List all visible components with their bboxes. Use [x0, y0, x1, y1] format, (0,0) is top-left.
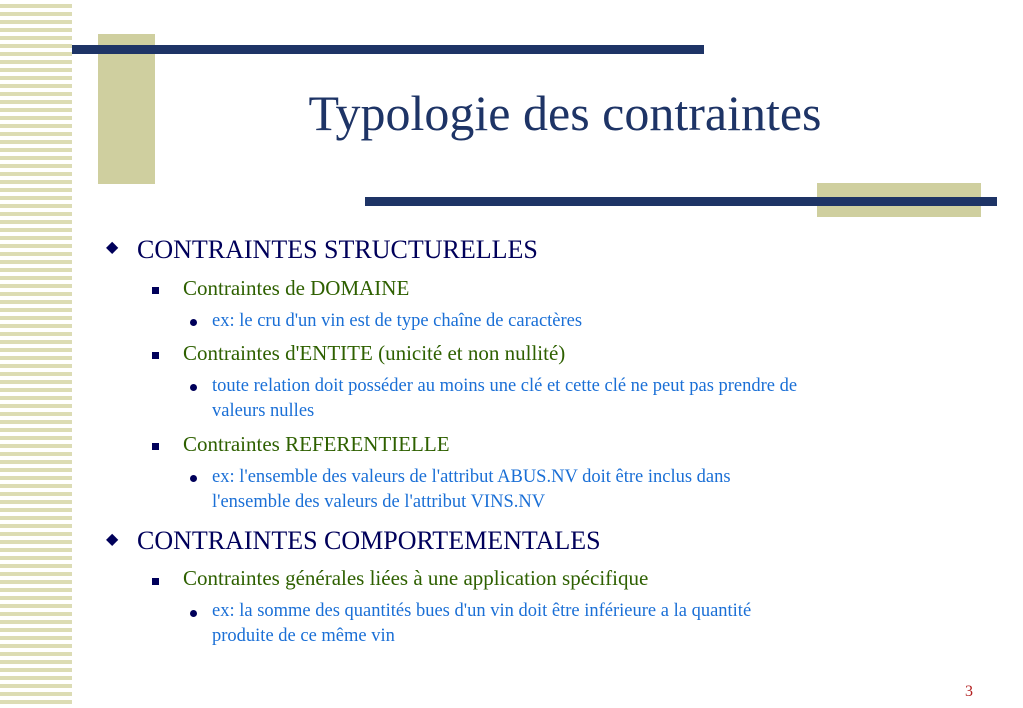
subsection-heading: Contraintes générales liées à une application spécifique — [183, 566, 649, 590]
diamond-bullet-icon: ◆ — [106, 239, 119, 256]
detail-line: ex: l'ensemble des valeurs de l'attribut ABUS.NV doit être inclus dans — [212, 467, 731, 487]
page-number: 3 — [965, 683, 973, 700]
subsection-heading: Contraintes d'ENTITE (unicité et non nullité) — [183, 341, 566, 365]
section-heading: CONTRAINTES STRUCTURELLES — [137, 235, 538, 264]
detail-line: l'ensemble des valeurs de l'attribut VINS.NV — [212, 492, 546, 512]
detail-line: valeurs nulles — [212, 401, 315, 421]
detail-line: ex: le cru d'un vin est de type chaîne de caractères — [212, 311, 583, 331]
detail-line: toute relation doit posséder au moins une clé et cette clé ne peut pas prendre de — [212, 376, 798, 396]
dot-bullet-icon — [190, 384, 197, 391]
subsection-heading: Contraintes de DOMAINE — [183, 276, 410, 300]
detail-line: ex: la somme des quantités bues d'un vin doit être inférieure a la quantité — [212, 601, 752, 621]
dot-bullet-icon — [190, 319, 197, 326]
square-bullet-icon — [152, 443, 159, 450]
section-heading: CONTRAINTES COMPORTEMENTALES — [137, 526, 601, 555]
square-bullet-icon — [152, 287, 159, 294]
square-bullet-icon — [152, 578, 159, 585]
dot-bullet-icon — [190, 475, 197, 482]
detail-line: produite de ce même vin — [212, 626, 395, 646]
slide-title: Typologie des contraintes — [308, 85, 822, 141]
subsection-heading: Contraintes REFERENTIELLE — [183, 432, 450, 456]
diamond-bullet-icon: ◆ — [106, 531, 119, 548]
dot-bullet-icon — [190, 610, 197, 617]
square-bullet-icon — [152, 352, 159, 359]
